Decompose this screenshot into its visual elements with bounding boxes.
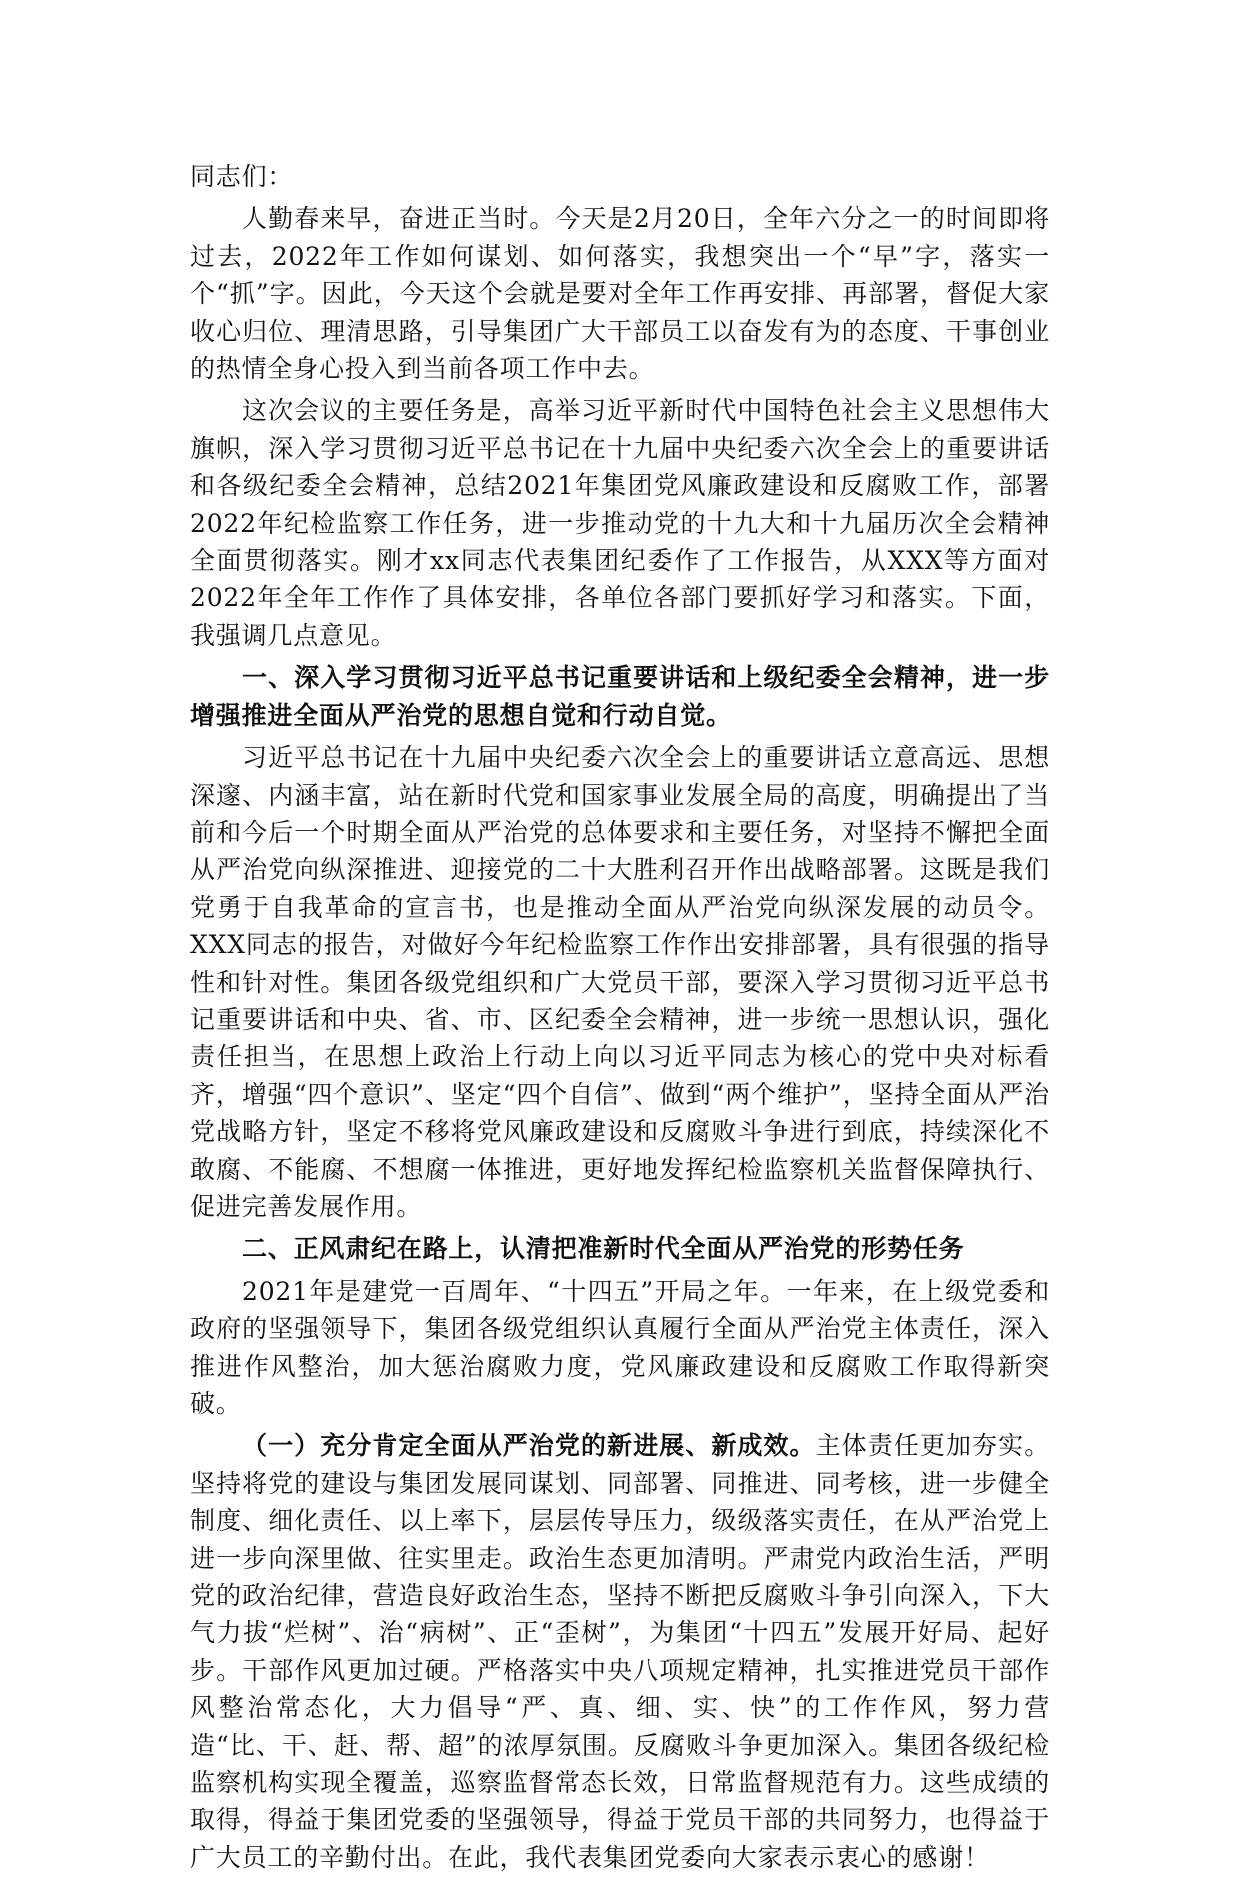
paragraph-meeting-tasks: 这次会议的主要任务是，高举习近平新时代中国特色社会主义思想伟大旗帜，深入学习贯彻习近平总书记在十九届中央纪委六次全会上的重要讲话和各级纪委全会精神，总结2021年集团党风廉政建设和反腐败工作，部署2022年纪检监察工作任务，进一步推动党的十九大和十九届历次全会精神全面贯彻落实。刚才xx同志代表集团纪委作了工作报告，从XXX等方面对2022年全年工作作了具体安排，各单位各部门要抓好学习和落实。下面，我强调几点意见。 (190, 396, 1050, 650)
salutation: 同志们： (190, 162, 294, 191)
paragraph-year-review: 2021年是建党一百周年、“十四五”开局之年。一年来，在上级党委和政府的坚强领导下，集团各级党组织认真履行全面从严治党主体责任，深入推进作风整治，加大惩治腐败力度，党风廉政建设和反腐败工作取得新突破。 (190, 1276, 1050, 1418)
subsection-heading-1: （一）充分肯定全面从严治党的新进展、新成效。 (242, 1431, 816, 1461)
paragraph-opening: 人勤春来早，奋进正当时。今天是2月20日，全年六分之一的时间即将过去，2022年工作如何谋划、如何落实，我想突出一个“早”字，落实一个“抓”字。因此，今天这个会就是要对全年工作再安排、再部署，督促大家收心归位、理清思路，引导集团广大干部员工以奋发有为的态度、干事创业的热情全身心投入到当前各项工作中去。 (190, 204, 1050, 384)
achievements-body: 主体责任更加夯实。坚持将党的建设与集团发展同谋划、同部署、同推进、同考核，进一步健全制度、细化责任、以上率下，层层传导压力，级级落实责任，在从严治党上进一步向深里做、往实里走。政治生态更加清明。严肃党内政治生活，严明党的政治纪律，营造良好政治生态，坚持不断把反腐败斗争引向深入，下大气力拔“烂树”、治“病树”、正“歪树”，为集团“十四五”发展开好局、起好步。干部作风更加过硬。严格落实中央八项规定精神，扎实推进党员干部作风整治常态化，大力倡导“严、真、细、实、快”的工作作风，努力营造“比、干、赶、帮、超”的浓厚氛围。反腐败斗争更加深入。集团各级纪检监察机构实现全覆盖，巡察监督常态长效，日常监督规范有力。这些成绩的取得，得益于集团党委的坚强领导，得益于党员干部的共同努力，也得益于广大员工的辛勤付出。在此，我代表集团党委向大家表示衷心的感谢！ (190, 1431, 1050, 1872)
paragraph-achievements (190, 1427, 1050, 1876)
paragraph-important-speech: 习近平总书记在十九届中央纪委六次全会上的重要讲话立意高远、思想深邃、内涵丰富，站在新时代党和国家事业发展全局的高度，明确提出了当前和今后一个时期全面从严治党的总体要求和主要任务，对坚持不懈把全面从严治党向纵深推进、迎接党的二十大胜利召开作出战略部署。这既是我们党勇于自我革命的宣言书，也是推动全面从严治党向纵深发展的动员令。XXX同志的报告，对做好今年纪检监察工作作出安排部署，具有很强的指导性和针对性。集团各级党组织和广大党员干部，要深入学习贯彻习近平总书记重要讲话和中央、省、市、区纪委全会精神，进一步统一思想认识，强化责任担当，在思想上政治上行动上向以习近平同志为核心的党中央对标看齐，增强“四个意识”、坚定“四个自信”、做到“两个维护”，坚持全面从严治党战略方针，坚定不移将党风廉政建设和反腐败斗争进行到底，持续深化不敢腐、不能腐、不想腐一体推进，更好地发挥纪检监察机关监督保障执行、促进完善发展作用。 (190, 743, 1050, 1221)
section-heading-2: 二、正风肃纪在路上，认清把准新时代全面从严治党的形势任务 (242, 1234, 965, 1264)
document-page (190, 158, 1050, 1881)
section-heading-1: 一、深入学习贯彻习近平总书记重要讲话和上级纪委全会精神，进一步增强推进全面从严治党的思想自觉和行动自觉。 (190, 663, 1050, 730)
